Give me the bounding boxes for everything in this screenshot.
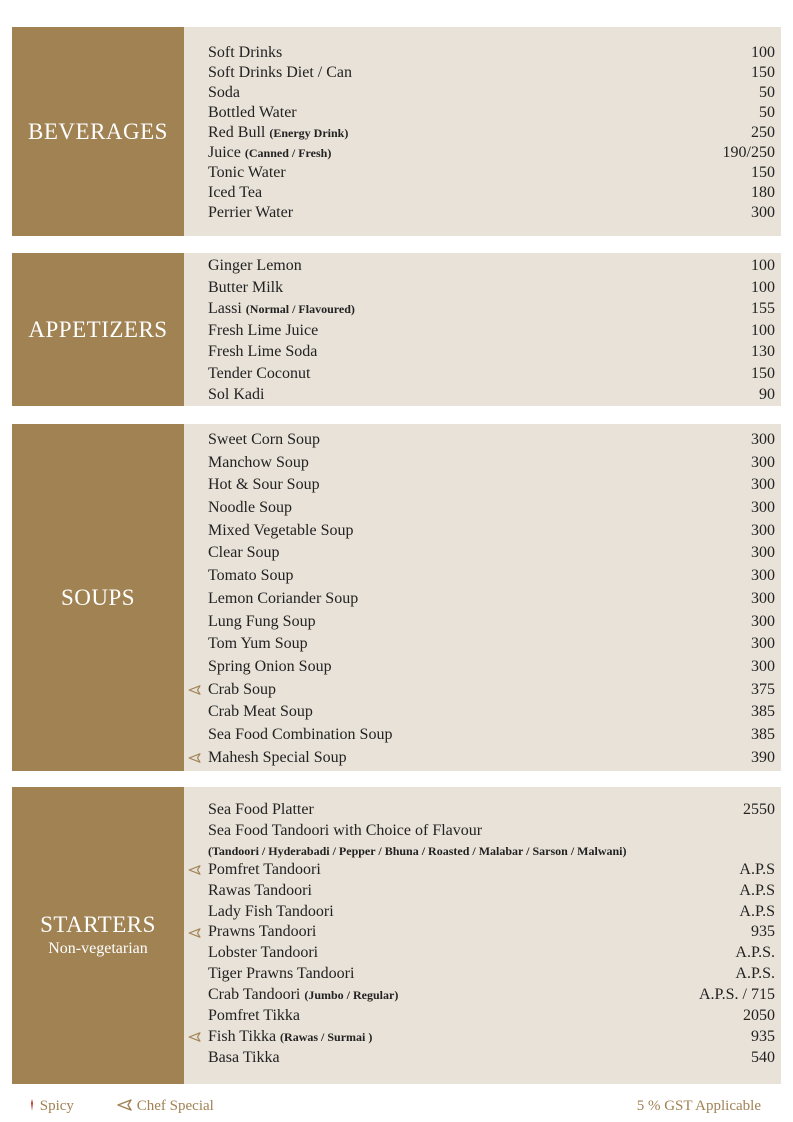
item-name: Sea Food Combination Soup <box>208 725 393 743</box>
menu-section-soups <box>12 424 781 771</box>
chef-label: Chef Special <box>136 1098 214 1114</box>
item-price: 300 <box>751 476 775 494</box>
item-name: Mahesh Special Soup <box>208 748 347 766</box>
item-price: 2050 <box>743 1007 775 1025</box>
chef-special-icon <box>188 928 202 938</box>
menu-item <box>208 183 775 203</box>
chef-special-icon <box>188 685 202 695</box>
section-subtitle: Non-vegetarian <box>48 940 148 957</box>
chef-special-icon <box>188 753 202 763</box>
section-title: BEVERAGES <box>28 119 168 144</box>
item-name: Butter Milk <box>208 278 284 296</box>
item-price: A.P.S <box>739 902 775 920</box>
item-name: Tender Coconut <box>208 364 311 382</box>
menu-item <box>208 474 775 497</box>
item-price: A.P.S <box>739 860 775 878</box>
item-price: 100 <box>751 44 775 61</box>
item-name: Lobster Tandoori <box>208 944 319 962</box>
gst-note: 5 % GST Applicable <box>636 1098 761 1114</box>
chef-legend <box>117 1098 214 1115</box>
item-name: Basa Tikka <box>208 1048 280 1066</box>
menu-item <box>208 341 775 363</box>
item-price: A.P.S. <box>735 965 775 983</box>
menu-item <box>208 520 775 543</box>
chef-special-icon <box>188 865 202 875</box>
menu-item <box>208 277 775 299</box>
section-title: APPETIZERS <box>28 317 168 342</box>
item-price: A.P.S <box>739 881 775 899</box>
section-side-panel <box>12 787 184 1084</box>
menu-item <box>208 384 775 406</box>
menu-item <box>208 63 775 83</box>
item-name: Perrier Water <box>208 204 294 221</box>
menu-section-beverages <box>12 27 781 236</box>
item-name: Fish Tikka <box>208 1027 277 1045</box>
item-name: Spring Onion Soup <box>208 657 332 675</box>
menu-item <box>208 103 775 123</box>
item-price: 300 <box>751 612 775 630</box>
item-name: Pomfret Tandoori <box>208 860 321 878</box>
menu-item <box>208 497 775 520</box>
chef-special-icon <box>117 1099 133 1111</box>
item-price: 100 <box>751 321 775 339</box>
item-name: Sea Food Tandoori with Choice of Flavour <box>208 821 483 839</box>
item-name: Pomfret Tikka <box>208 1007 301 1025</box>
item-price: 300 <box>751 499 775 517</box>
menu-item <box>208 747 775 770</box>
item-note-line: (Tandoori / Hyderabadi / Pepper / Bhuna / Roasted / Malabar / Sarson / Malwani) <box>208 843 627 858</box>
menu-item <box>208 542 775 565</box>
menu-item <box>208 1006 775 1027</box>
menu-item <box>208 943 775 964</box>
menu-item <box>208 163 775 183</box>
item-note: (Normal / Flavoured) <box>245 302 355 316</box>
item-name: Rawas Tandoori <box>208 881 312 899</box>
item-note: (Canned / Fresh) <box>244 146 332 160</box>
item-price: 150 <box>751 64 775 81</box>
menu-item <box>208 143 775 163</box>
menu-item <box>208 452 775 475</box>
item-name: Tiger Prawns Tandoori <box>208 965 355 983</box>
menu-item <box>208 902 775 923</box>
item-name: Fresh Lime Juice <box>208 321 319 339</box>
menu-item <box>208 633 775 656</box>
item-name: Red Bull <box>208 124 266 141</box>
item-price: 155 <box>751 300 775 317</box>
section-side-panel <box>12 253 184 406</box>
menu-item <box>208 1048 775 1069</box>
item-name: Tomato Soup <box>208 567 294 585</box>
item-name: Ginger Lemon <box>208 257 302 274</box>
chef-special-icon <box>188 1032 202 1042</box>
section-side-panel <box>12 27 184 236</box>
item-name: Bottled Water <box>208 104 297 121</box>
item-name: Clear Soup <box>208 544 280 562</box>
item-note: (Jumbo / Regular) <box>304 988 399 1003</box>
item-price: 150 <box>751 364 775 382</box>
item-name: Juice <box>208 144 241 161</box>
menu-item <box>208 656 775 679</box>
item-price: 300 <box>751 204 775 221</box>
item-price: 190/250 <box>722 144 775 161</box>
menu-item <box>208 701 775 724</box>
item-name: Fresh Lime Soda <box>208 343 318 360</box>
item-price: 180 <box>751 184 775 201</box>
item-name: Hot & Sour Soup <box>208 476 320 494</box>
menu-item <box>208 821 775 842</box>
item-price: 300 <box>751 453 775 471</box>
footer-legend <box>0 1096 793 1118</box>
item-name: Iced Tea <box>208 184 263 201</box>
item-name: Lemon Coriander Soup <box>208 589 359 607</box>
item-price: 300 <box>751 521 775 539</box>
item-price: 50 <box>759 84 775 101</box>
item-price: 300 <box>751 589 775 607</box>
menu-item <box>208 565 775 588</box>
menu-item <box>208 964 775 985</box>
section-title: SOUPS <box>60 585 136 610</box>
menu-item <box>208 203 775 223</box>
section-items <box>208 255 775 406</box>
item-price: 90 <box>759 386 775 403</box>
item-name: Manchow Soup <box>208 453 309 471</box>
item-name: Lung Fung Soup <box>208 612 316 630</box>
item-name: Lassi <box>208 300 242 317</box>
menu-item <box>208 123 775 143</box>
menu-item <box>208 363 775 385</box>
menu-item <box>208 881 775 902</box>
section-items <box>208 429 775 769</box>
menu-item <box>208 298 775 320</box>
spicy-label: Spicy <box>39 1098 74 1114</box>
item-name: Lady Fish Tandoori <box>208 902 334 920</box>
item-name: Crab Meat Soup <box>208 703 313 721</box>
item-name: Mixed Vegetable Soup <box>208 521 354 539</box>
item-price: 300 <box>751 544 775 562</box>
item-price: 250 <box>751 124 775 141</box>
item-name: Crab Tandoori <box>208 986 301 1004</box>
menu-item <box>208 255 775 277</box>
item-price: 300 <box>751 657 775 675</box>
item-price: 150 <box>751 164 775 181</box>
item-price: 130 <box>751 343 775 360</box>
item-price: 385 <box>751 703 775 721</box>
menu-item <box>208 320 775 342</box>
item-name: Soda <box>208 84 240 101</box>
section-items <box>208 800 775 1069</box>
item-price: 935 <box>751 923 775 941</box>
section-title: STARTERS <box>40 912 156 937</box>
item-price: 375 <box>751 680 775 698</box>
menu-item <box>208 724 775 747</box>
item-price: 100 <box>751 278 775 296</box>
item-price: 300 <box>751 431 775 448</box>
item-price: 935 <box>751 1027 775 1045</box>
item-price: 100 <box>751 257 775 274</box>
menu-item <box>208 611 775 634</box>
spicy-legend <box>28 1098 74 1115</box>
menu-item <box>208 43 775 63</box>
item-name: Tonic Water <box>208 164 286 181</box>
menu-item <box>208 588 775 611</box>
item-name: Tom Yum Soup <box>208 635 308 653</box>
menu-item <box>208 860 775 881</box>
item-price: 300 <box>751 567 775 585</box>
menu-item <box>208 985 775 1006</box>
item-price: 390 <box>751 748 775 766</box>
item-note: (Rawas / Surmai ) <box>280 1029 373 1044</box>
menu-item <box>208 922 775 943</box>
item-name: Soft Drinks <box>208 44 283 61</box>
item-price: 385 <box>751 725 775 743</box>
section-items <box>208 43 775 223</box>
item-price: 2550 <box>743 801 775 818</box>
item-price: 540 <box>751 1048 775 1066</box>
item-name: Prawns Tandoori <box>208 923 317 941</box>
item-name: Sol Kadi <box>208 386 265 403</box>
menu-section-appetizers <box>12 253 781 406</box>
item-price: 300 <box>751 635 775 653</box>
item-note: (Energy Drink) <box>269 126 349 140</box>
menu-item <box>208 679 775 702</box>
item-name: Noodle Soup <box>208 499 292 517</box>
menu-section-starters <box>12 787 781 1084</box>
item-price: A.P.S. / 715 <box>698 986 775 1004</box>
menu-item <box>208 429 775 452</box>
item-name: Crab Soup <box>208 680 276 698</box>
item-name: Soft Drinks Diet / Can <box>208 64 352 81</box>
menu-item <box>208 83 775 103</box>
item-name: Sea Food Platter <box>208 801 314 818</box>
menu-item <box>208 1027 775 1048</box>
chili-icon <box>28 1098 36 1112</box>
item-price: A.P.S. <box>735 944 775 962</box>
section-side-panel <box>12 424 184 771</box>
item-name: Sweet Corn Soup <box>208 431 320 448</box>
menu-item <box>208 800 775 821</box>
item-price: 50 <box>759 104 775 121</box>
